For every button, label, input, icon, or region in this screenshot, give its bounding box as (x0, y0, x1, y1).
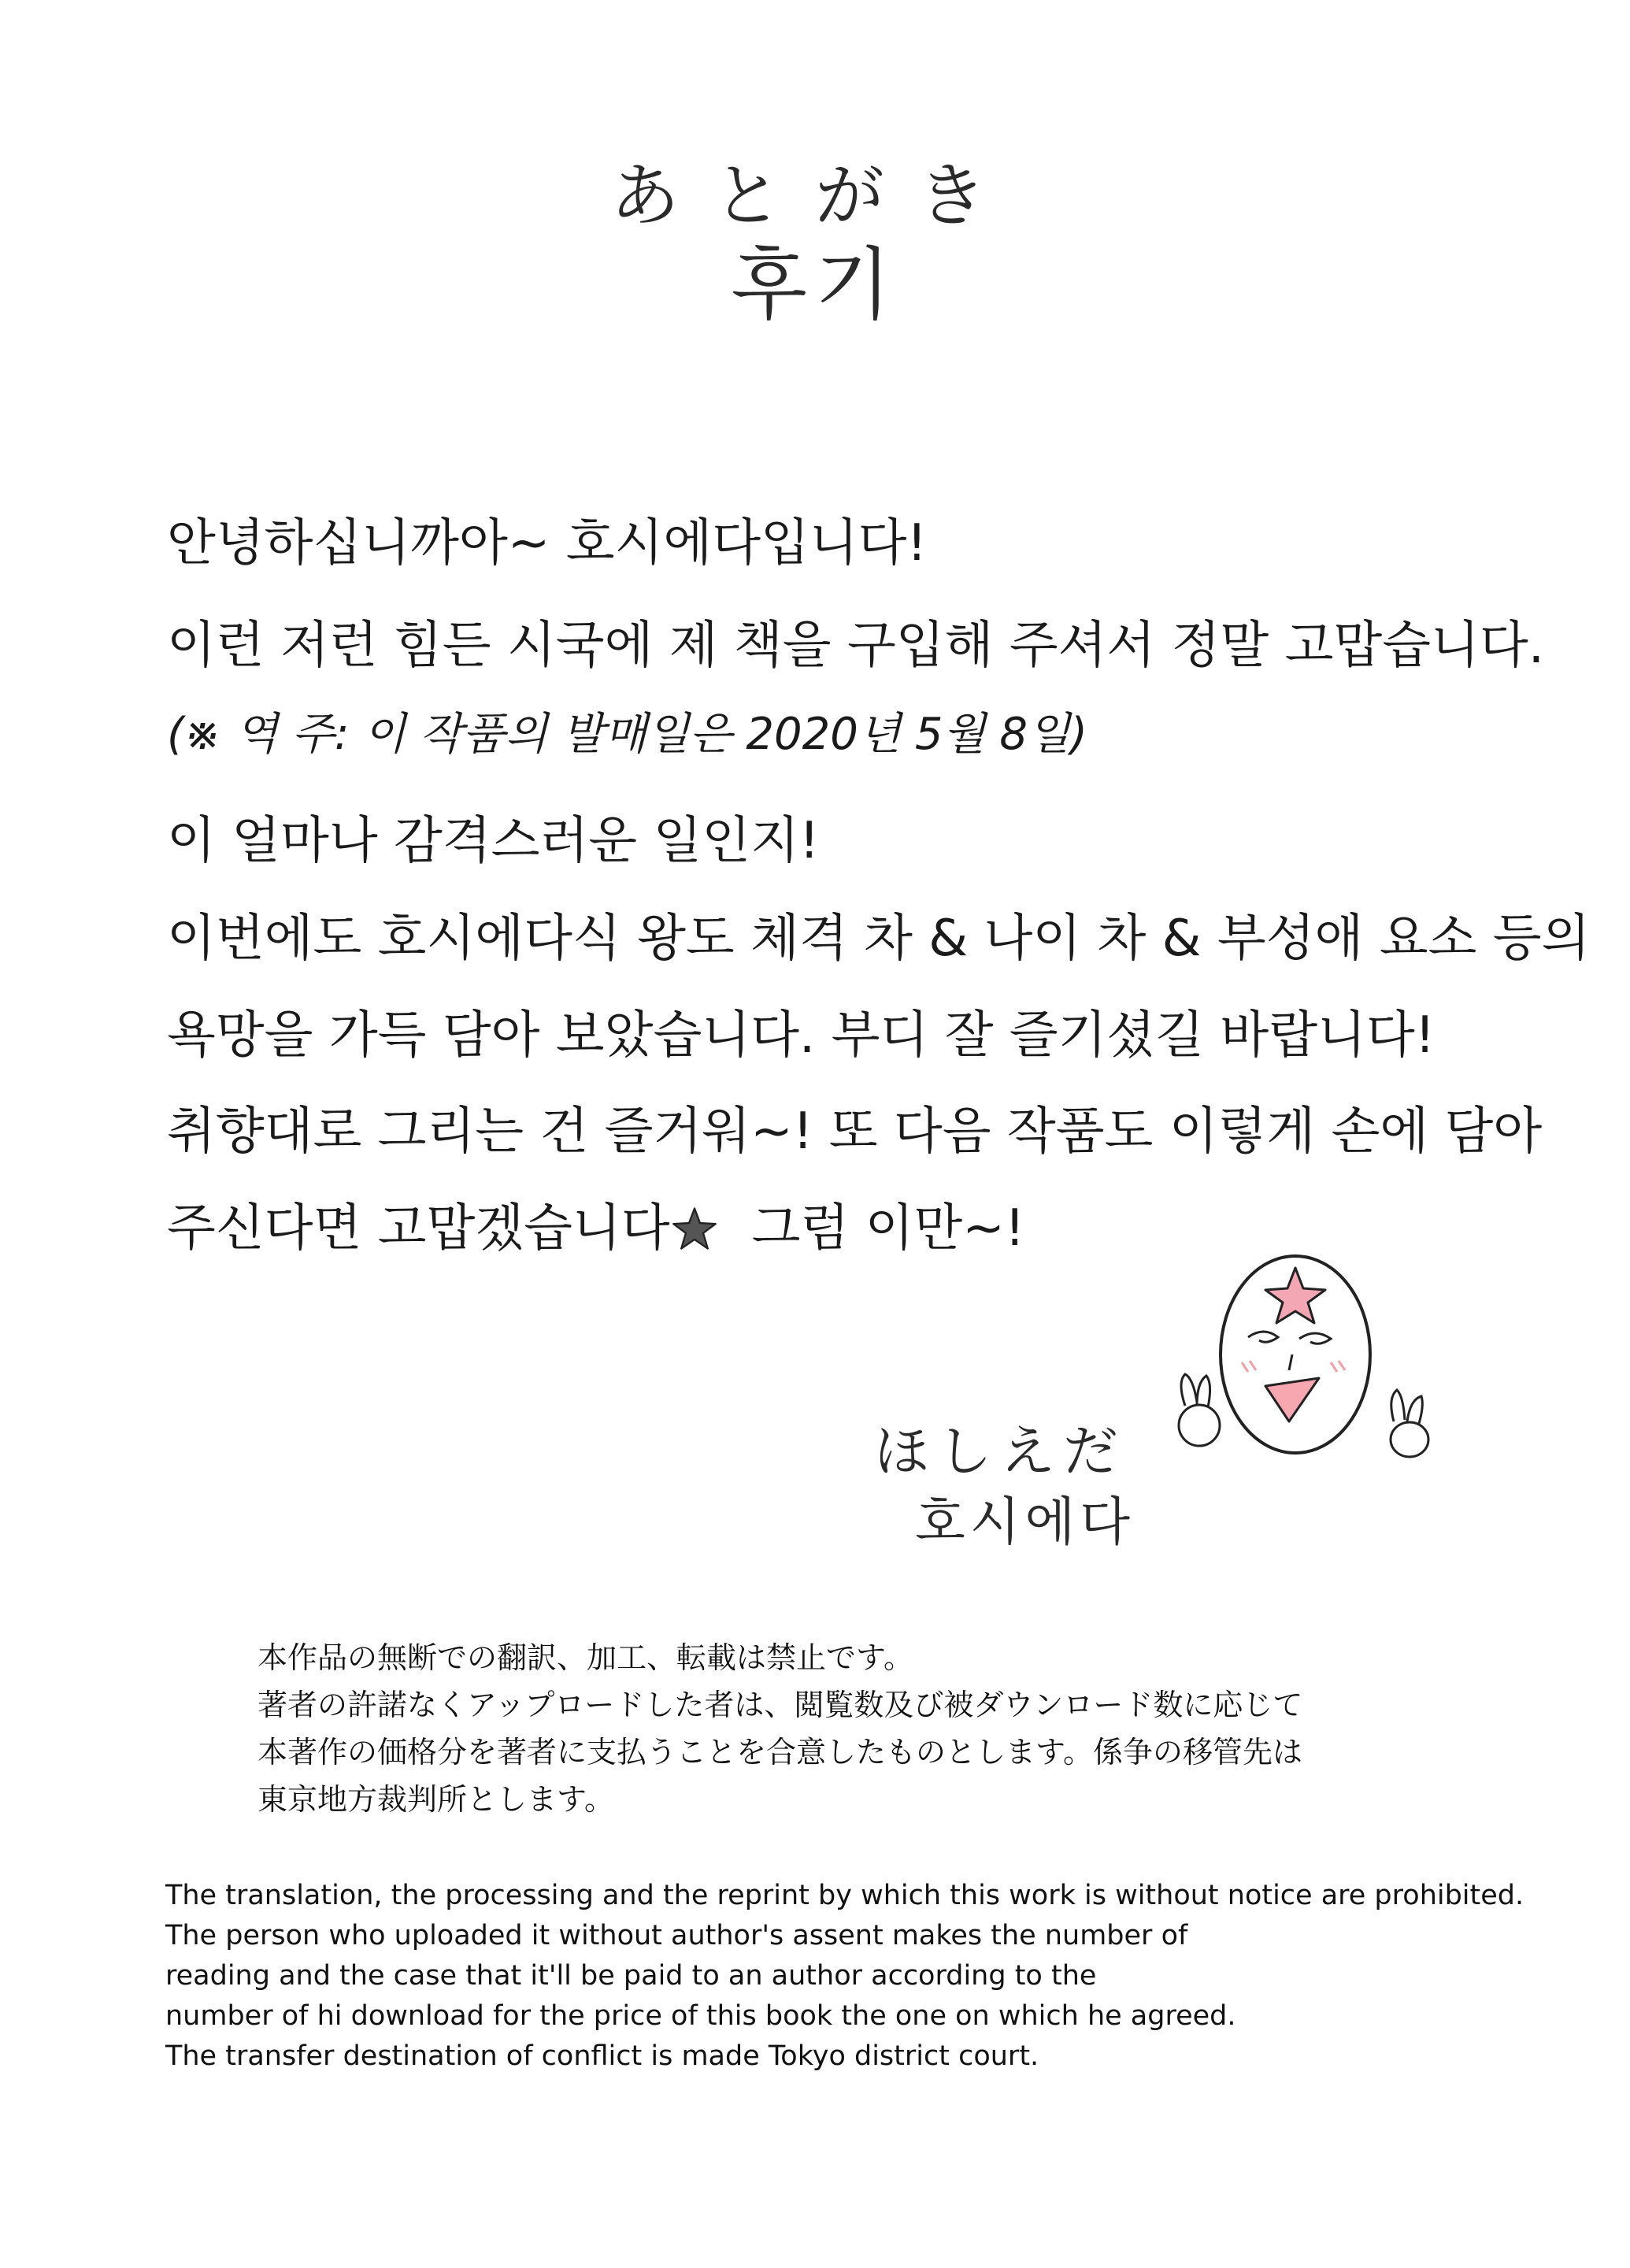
notice-en-line: number of hi download for the price of this book the one on which he agreed. (165, 2000, 1236, 2032)
notice-en-line: The transfer destination of conflict is made Tokyo district court. (165, 2040, 1039, 2072)
message-line-7-end: 그럼 이만~! (751, 1199, 1025, 1258)
title-korean: 후기 (731, 239, 899, 331)
star-icon (672, 1206, 717, 1251)
message-line-5: 욕망을 가득 담아 보았습니다. 부디 잘 즐기셨길 바랍니다! (167, 1006, 1436, 1065)
message-line-1: 안녕하십니까아~ 호시에다입니다! (167, 514, 928, 573)
message-line-3: 이 얼마나 감격스러운 일인지! (167, 812, 820, 870)
message-line-6: 취향대로 그리는 건 즐거워~! 또 다음 작품도 이렇게 손에 담아 (167, 1102, 1543, 1161)
notice-en-line: reading and the case that it'll be paid to an author according to the (165, 1960, 1097, 1992)
notice-jp-line: 東京地方裁判所とします。 (257, 1782, 614, 1817)
copyright-notice-english (165, 1876, 1599, 2077)
copyright-notice-japanese (257, 1634, 1517, 1823)
notice-jp-line: 本作品の無断での翻訳、加工、転載は禁止です。 (257, 1640, 913, 1675)
translator-note: (※ 역 주: 이 작품의 발매일은 2020년 5월 8일) (167, 709, 1087, 760)
message-line-4: 이번에도 호시에다식 왕도 체격 차 & 나이 차 & 부성애 요소 등의 (167, 910, 1591, 968)
signature-korean: 호시에다 (915, 1492, 1135, 1552)
notice-jp-line: 著者の許諾なくアップロードした者は、閲覧数及び被ダウンロード数に応じて (257, 1688, 1303, 1722)
title-japanese: あとがき (609, 155, 1020, 236)
message-line-7-start: 주신다면 고맙겠습니다 (167, 1199, 670, 1258)
notice-en-line: The person who uploaded it without author's assent makes the number of (165, 1920, 1188, 1951)
signature-japanese: ほしえだ (874, 1419, 1126, 1484)
notice-en-line: The translation, the processing and the reprint by which this work is without notice are prohibited. (165, 1880, 1524, 1911)
message-line-2: 이런 저런 힘든 시국에 제 책을 구입해 주셔서 정말 고맙습니다. (167, 617, 1545, 675)
author-self-portrait-doodle (1169, 1236, 1445, 1512)
notice-jp-line: 本著作の価格分を著者に支払うことを合意したものとします。係争の移管先は (257, 1735, 1302, 1770)
